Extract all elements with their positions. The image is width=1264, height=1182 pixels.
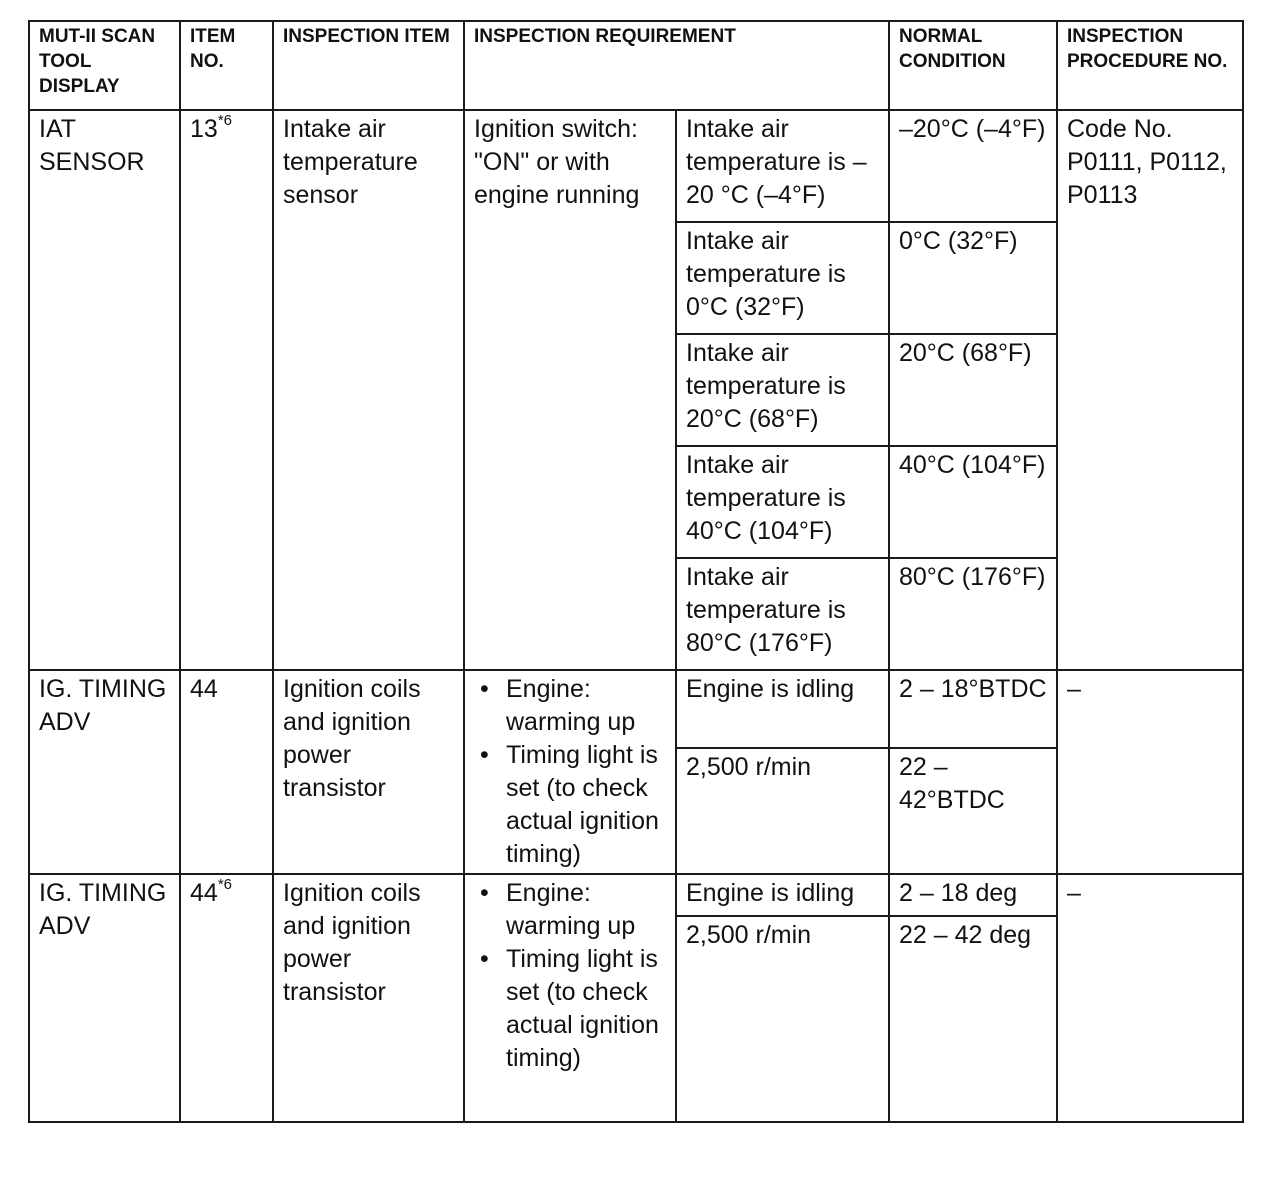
iat-display-cell: IAT SENSOR xyxy=(29,110,180,670)
iat-item-no-cell xyxy=(180,110,273,670)
ig2-condition-requirement: Engine is idling xyxy=(676,874,889,916)
ig1-display-cell: IG. TIMING ADV xyxy=(29,670,180,874)
ig2-display-cell: IG. TIMING ADV xyxy=(29,874,180,1122)
ig2-requirement-list xyxy=(474,877,667,1075)
list-item: • Timing light is set (to check actual ignition timing) xyxy=(506,739,667,871)
ig1-procedure-cell: – xyxy=(1057,670,1243,874)
iat-condition-requirement: Intake air temperature is 80°C (176°F) xyxy=(676,558,889,670)
ig2-requirement-cell xyxy=(464,874,676,1122)
ig2-condition-normal: 22 – 42 deg xyxy=(889,916,1057,1122)
ig2-condition-normal: 2 – 18 deg xyxy=(889,874,1057,916)
ig1-inspection-item-cell: Ignition coils and ignition power transistor xyxy=(273,670,464,874)
iat-condition-normal: –20°C (–4°F) xyxy=(889,110,1057,222)
ig1-requirement-cell xyxy=(464,670,676,874)
ig2-procedure-cell: – xyxy=(1057,874,1243,1122)
ig1-item-no-cell: 44 xyxy=(180,670,273,874)
iat-inspection-item-cell: Intake air temperature sensor xyxy=(273,110,464,670)
ig2-inspection-item-cell: Ignition coils and ignition power transistor xyxy=(273,874,464,1122)
header-row xyxy=(29,21,1243,110)
iat-condition-normal: 20°C (68°F) xyxy=(889,334,1057,446)
ig1-condition-requirement: 2,500 r/min xyxy=(676,748,889,874)
ig2-item-no: 44 xyxy=(190,879,218,907)
iat-condition-requirement: Intake air temperature is 20°C (68°F) xyxy=(676,334,889,446)
ig1-condition-normal: 22 – 42°BTDC xyxy=(889,748,1057,874)
header-inspection-item: INSPECTION ITEM xyxy=(273,21,464,110)
table-row xyxy=(29,670,1243,748)
iat-item-footnote: *6 xyxy=(217,111,232,129)
iat-condition-normal: 0°C (32°F) xyxy=(889,222,1057,334)
header-normal-condition: NORMAL CONDITION xyxy=(889,21,1057,110)
ig1-condition-requirement: Engine is idling xyxy=(676,670,889,748)
inspection-table xyxy=(28,20,1244,1123)
list-item: • Engine: warming up xyxy=(506,877,667,943)
iat-condition-normal: 80°C (176°F) xyxy=(889,558,1057,670)
ig2-item-footnote: *6 xyxy=(217,875,232,893)
table-row xyxy=(29,874,1243,916)
list-item: • Engine: warming up xyxy=(506,673,667,739)
ig1-requirement-list xyxy=(474,673,667,871)
inspection-table-container xyxy=(28,20,1244,1123)
iat-condition-requirement: Intake air temperature is 0°C (32°F) xyxy=(676,222,889,334)
list-item: • Timing light is set (to check actual ignition timing) xyxy=(506,943,667,1075)
ig2-item-no-cell xyxy=(180,874,273,1122)
iat-condition-requirement: Intake air temperature is –20 °C (–4°F) xyxy=(676,110,889,222)
iat-condition-requirement: Intake air temperature is 40°C (104°F) xyxy=(676,446,889,558)
iat-item-no: 13 xyxy=(190,115,218,143)
iat-procedure-cell: Code No. P0111, P0112, P0113 xyxy=(1057,110,1243,670)
table-row xyxy=(29,110,1243,222)
header-item-no: ITEM NO. xyxy=(180,21,273,110)
header-scan-tool-display: MUT-II SCAN TOOL DISPLAY xyxy=(29,21,180,110)
ig1-condition-normal: 2 – 18°BTDC xyxy=(889,670,1057,748)
header-inspection-procedure-no: INSPECTION PROCEDURE NO. xyxy=(1057,21,1243,110)
iat-condition-normal: 40°C (104°F) xyxy=(889,446,1057,558)
header-inspection-requirement: INSPECTION REQUIREMENT xyxy=(464,21,889,110)
iat-requirement-cell: Ignition switch: "ON" or with engine running xyxy=(464,110,676,670)
ig2-condition-requirement: 2,500 r/min xyxy=(676,916,889,1122)
